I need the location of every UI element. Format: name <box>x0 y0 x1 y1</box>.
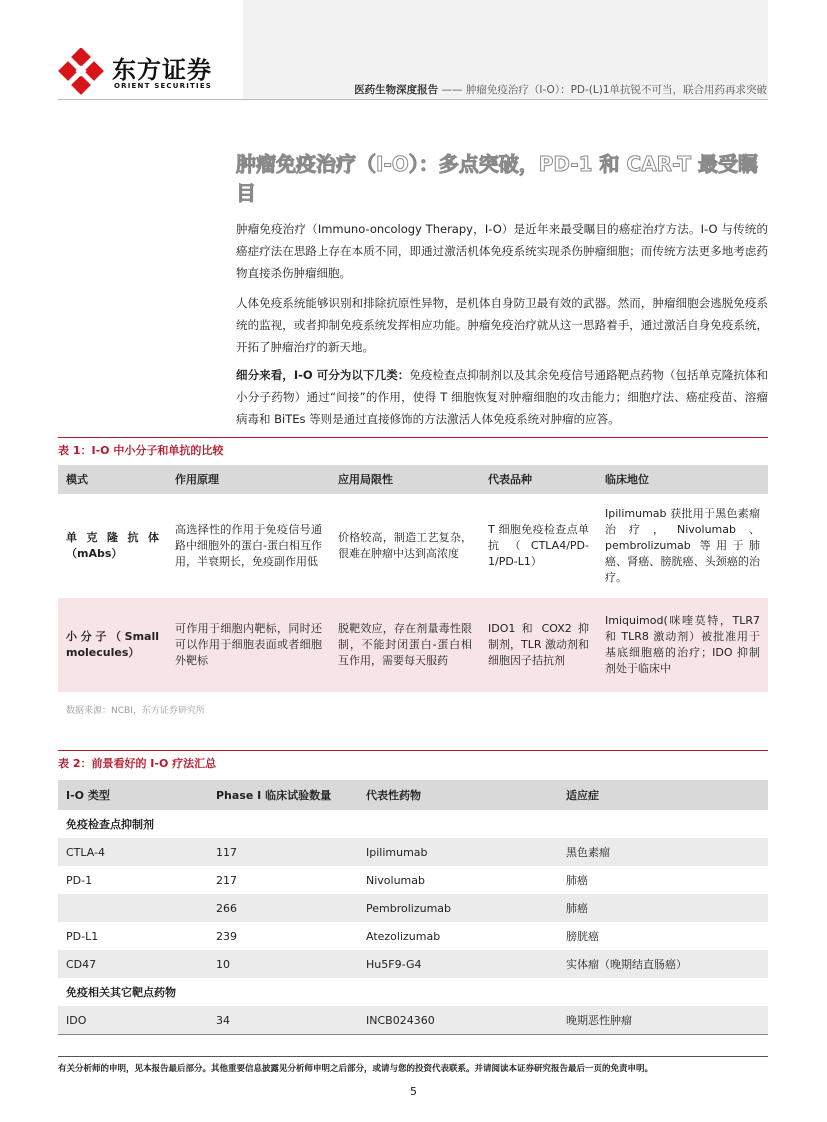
table2-header-cell: 代表性药物 <box>358 780 558 810</box>
table1-cell: 单克隆抗体（mAbs） <box>58 494 167 599</box>
table1-cell: T 细胞免疫检查点单抗（CTLA4/PD-1/PD-L1） <box>480 494 597 599</box>
table2-cell: Atezolizumab <box>366 929 441 943</box>
table2 <box>58 780 768 1035</box>
table1-cell: 可作用于细胞内靶标，同时还可以作用于细胞表面或者细胞外靶标 <box>167 598 330 692</box>
table1-source: 数据来源：NCBI，东方证券研究所 <box>66 706 205 716</box>
table2-cell: Hu5F9-G4 <box>358 950 558 978</box>
table1-cell: Imiquimod(咪喹莫特，TLR7 和 TLR8 激动剂）被批准用于基底细胞癌的治疗；IDO 抑制剂处于临床中 <box>597 598 768 692</box>
table1-cell: 脱靶效应，存在剂量毒性限制，不能封闭蛋白-蛋白相互作用，需要每天服药 <box>330 598 480 692</box>
paragraph-3-lead: 细分来看，I-O 可分为以下几类： <box>236 368 410 382</box>
table1-header-cell: 模式 <box>58 465 167 494</box>
table2-cell: PD-1 <box>66 873 93 887</box>
table2-category-row <box>58 810 768 838</box>
page-number: 5 <box>410 1085 417 1098</box>
table2-cell: CTLA-4 <box>58 838 208 866</box>
table2-cell: Pembrolizumab <box>358 894 558 922</box>
table2-header-cell: Phase I 临床试验数量 <box>208 780 358 810</box>
table2-cell: 266 <box>208 894 358 922</box>
logo-chinese-name: 东方证券 <box>112 56 212 84</box>
table1-header-cell: 代表品种 <box>480 465 597 494</box>
report-type: 医药生物深度报告 <box>354 84 439 96</box>
table1 <box>58 465 768 692</box>
table1-cell: 价格较高，制造工艺复杂，很难在肿瘤中达到高浓度 <box>330 494 480 599</box>
table2-header-cell: I-O 类型 <box>58 780 208 810</box>
paragraph-2: 人体免疫系统能够识别和排除抗原性异物，是机体自身防卫最有效的武器。然而，肿瘤细胞会逃脱免疫系统的监视，或者抑制免疫系统发挥相应功能。肿瘤免疫治疗就从这一思路着手，通过激活自身免疫系统，开拓了肿瘤治疗的新天地。 <box>236 296 768 354</box>
table2-cell: 肺癌 <box>566 874 588 887</box>
table-row <box>58 894 768 922</box>
table-row <box>58 922 768 950</box>
table1-header-cell: 应用局限性 <box>330 465 480 494</box>
table2-cell: 黑色素瘤 <box>558 838 768 866</box>
table1-header-cell: 临床地位 <box>597 465 768 494</box>
table1-header-cell: 作用原理 <box>167 465 330 494</box>
table1-cell: 小分子（Small molecules） <box>58 598 167 692</box>
table2-category: 免疫检查点抑制剂 <box>66 818 154 831</box>
table-row <box>58 494 768 599</box>
table2-cell: INCB024360 <box>358 1006 558 1035</box>
table-row <box>58 1006 768 1035</box>
disclaimer: 有关分析师的申明，见本报告最后部分。其他重要信息披露见分析师申明之后部分，或请与您的投资代表联系。并请阅读本证券研究报告最后一页的免责申明。 <box>58 1064 654 1074</box>
table1-cell: Ipilimumab 获批用于黑色素瘤治疗，Nivolumab、pembrolizumab 等用于肺癌、肾癌、膀胱癌、头颈癌的治疗。 <box>597 494 768 599</box>
table1-cell: 高选择性的作用于免疫信号通路中细胞外的蛋白-蛋白相互作用，半衰期长，免疫副作用低 <box>167 494 330 599</box>
table2-cell: 实体瘤（晚期结直肠癌） <box>558 950 768 978</box>
table2-cell: 217 <box>216 873 237 887</box>
logo-english-name: ORIENT SECURITIES <box>114 82 213 90</box>
table2-category: 免疫相关其它靶点药物 <box>66 986 176 999</box>
table1-cell: IDO1 和 COX2 抑制剂，TLR 激动剂和细胞因子拮抗剂 <box>480 598 597 692</box>
paragraph-1: 肿瘤免疫治疗（Immuno-oncology Therapy，I-O）是近年来最受瞩目的癌症治疗方法。I-O 与传统的癌症疗法在思路上存在本质不同，即通过激活机体免疫系统实现杀伤肿瘤细胞；而传统方法更多地考虑药物直接杀伤肿瘤细胞。 <box>236 222 768 280</box>
header-divider <box>58 99 768 100</box>
table2-category-row <box>58 978 768 1006</box>
footer-divider <box>58 1056 768 1057</box>
table2-cell: Ipilimumab <box>358 838 558 866</box>
table-row <box>58 598 768 692</box>
logo-mark-icon <box>58 48 106 96</box>
table-row <box>58 838 768 866</box>
table1-header-row <box>58 465 768 494</box>
table2-cell: 239 <box>216 929 237 943</box>
table2-cell: CD47 <box>58 950 208 978</box>
table2-cell: 117 <box>208 838 358 866</box>
table2-cell: 肺癌 <box>558 894 768 922</box>
table2-cell: 膀胱癌 <box>566 930 599 943</box>
table2-cell: Nivolumab <box>366 873 425 887</box>
paragraph-3 <box>236 364 768 430</box>
table1-caption: 表 1：I-O 中小分子和单抗的比较 <box>58 437 768 458</box>
table-row <box>58 866 768 894</box>
table2-header-row <box>58 780 768 810</box>
table2-cell: 34 <box>208 1006 358 1035</box>
table2-cell: 晚期恶性肿瘤 <box>558 1006 768 1035</box>
table2-cell: PD-L1 <box>66 929 99 943</box>
table2-cell: 10 <box>208 950 358 978</box>
paragraph-3-body: 免疫检查点抑制剂以及其余免疫信号通路靶点药物（包括单克隆抗体和小分子药物）通过“间接”的作用，使得 T 细胞恢复对肿瘤细胞的攻击能力；细胞疗法、癌症疫苗、溶瘤病毒和 BiTEs 等则是通过直接修饰的方法激活人体免疫系统对肿瘤的应答。 <box>236 368 768 426</box>
company-logo <box>58 48 213 100</box>
running-header <box>354 82 767 97</box>
table2-cell <box>58 894 208 922</box>
table2-header-cell: 适应症 <box>558 780 768 810</box>
table2-caption: 表 2：前景看好的 I-O 疗法汇总 <box>58 750 768 771</box>
section-title: 肿瘤免疫治疗（I-O）：多点突破，PD-1 和 CAR-T 最受瞩目 <box>236 152 759 205</box>
report-title: 肿瘤免疫治疗（I-O）：PD-(L)1单抗锐不可当，联合用药再求突破 <box>465 84 767 96</box>
header-separator: —— <box>441 84 463 96</box>
table-row <box>58 950 768 978</box>
table2-cell: IDO <box>58 1006 208 1035</box>
